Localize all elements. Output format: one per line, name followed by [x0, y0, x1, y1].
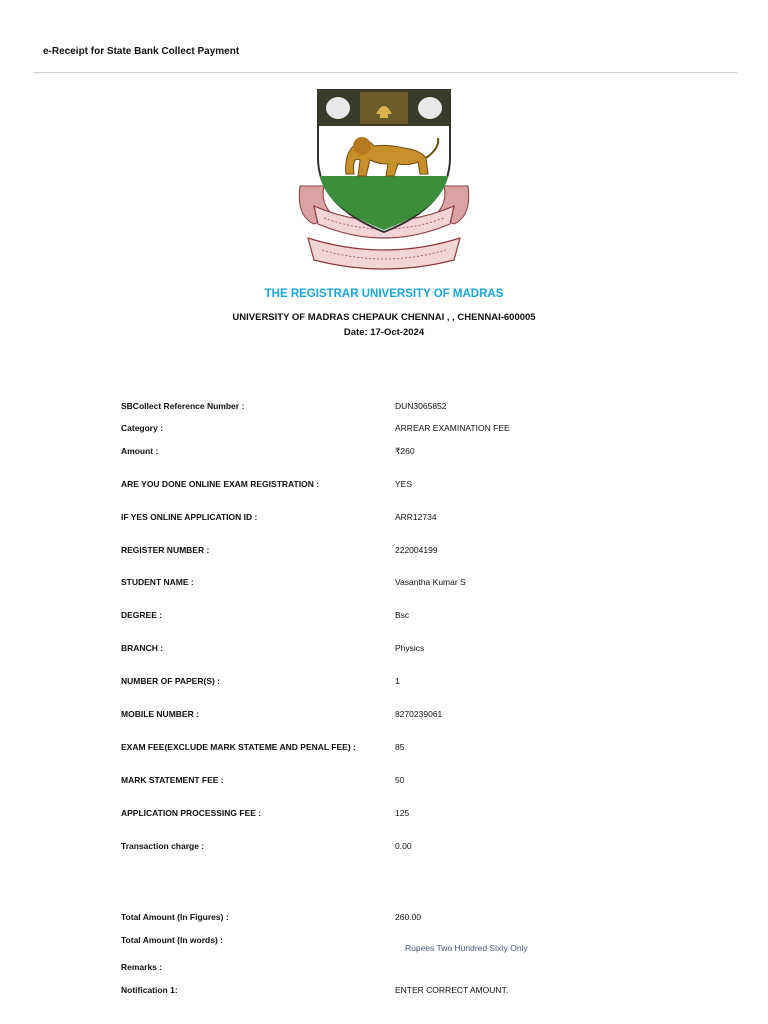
organization-name: THE REGISTRAR UNIVERSITY OF MADRAS: [264, 288, 504, 300]
field-value: YES: [395, 479, 413, 489]
field-label: APPLICATION PROCESSING FEE :: [121, 808, 262, 818]
total-words-value: Rupees Two Hundred Sixty Only: [405, 943, 528, 953]
receipt-header-title: e-Receipt for State Bank Collect Payment: [43, 46, 240, 57]
field-label: MOBILE NUMBER :: [121, 709, 199, 719]
total-figures-value: 260.00: [395, 912, 421, 922]
header-divider: [33, 72, 737, 73]
remarks-label: Remarks :: [121, 962, 163, 972]
organization-address: UNIVERSITY OF MADRAS CHEPAUK CHENNAI , , CHENNAI-600005: [232, 312, 536, 323]
field-value: Physics: [395, 643, 425, 653]
field-value: 50: [395, 775, 405, 785]
field-value: ARREAR EXAMINATION FEE: [395, 423, 510, 433]
field-label: DEGREE :: [121, 610, 163, 620]
field-value: ARR12734: [395, 512, 437, 522]
total-words-label: Total Amount (In words) :: [121, 935, 223, 945]
notification-label: Notification 1:: [121, 985, 178, 995]
field-label: NUMBER OF PAPER(S) :: [121, 676, 221, 686]
field-value: 8270239061: [395, 709, 443, 719]
total-figures-label: Total Amount (In Figures) :: [121, 912, 229, 922]
field-value: 222004199: [395, 545, 438, 555]
field-label: ARE YOU DONE ONLINE EXAM REGISTRATION :: [121, 479, 320, 489]
field-label: Transaction charge :: [121, 841, 205, 851]
field-value: Vasantha Kumar S: [395, 577, 466, 587]
field-value: 1: [395, 676, 400, 686]
field-label: BRANCH :: [121, 643, 164, 653]
field-value: DUN3065852: [395, 401, 447, 411]
field-label: MARK STATEMENT FEE :: [121, 775, 224, 785]
field-label: Category :: [121, 423, 164, 433]
field-value: 125: [395, 808, 410, 818]
field-label: REGISTER NUMBER :: [121, 545, 210, 555]
field-value: 0.00: [395, 841, 412, 851]
field-label: IF YES ONLINE APPLICATION ID :: [121, 512, 258, 522]
field-label: SBCollect Reference Number :: [121, 401, 245, 411]
university-crest-logo: [294, 86, 474, 276]
field-label: STUDENT NAME :: [121, 577, 194, 587]
field-value: Bsc: [395, 610, 410, 620]
field-value: 85: [395, 742, 405, 752]
field-label: Amount :: [121, 446, 159, 456]
field-label: EXAM FEE(EXCLUDE MARK STATEME AND PENAL FEE) :: [121, 742, 356, 752]
receipt-date: Date: 17-Oct-2024: [343, 327, 425, 338]
field-value: ₹260: [395, 446, 415, 456]
notification-value: ENTER CORRECT AMOUNT.: [395, 985, 509, 995]
